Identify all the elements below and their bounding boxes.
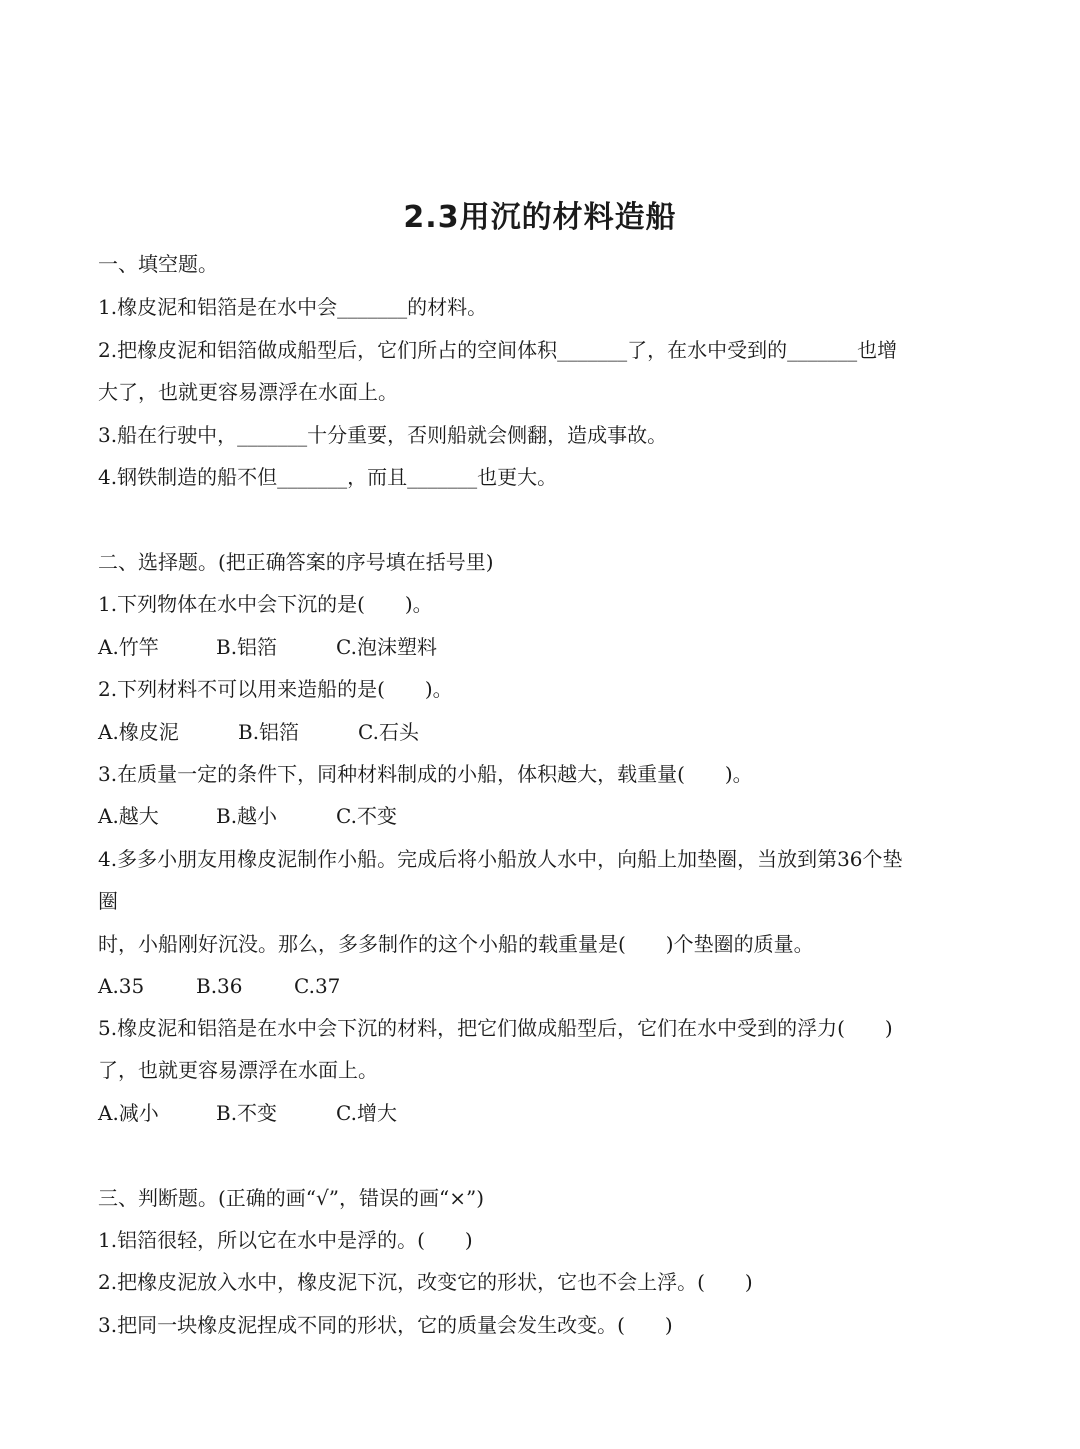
option-a: A.竹竿 <box>98 635 159 659</box>
option-b: B.铝箔 <box>238 720 300 744</box>
judge-question-2: 2.把橡皮泥放入水中，橡皮泥下沉，改变它的形状，它也不会上浮。( ) <box>98 1270 753 1294</box>
option-c: C.石头 <box>358 720 419 744</box>
section-heading-choice: 二、选择题。(把正确答案的序号填在括号里) <box>98 550 494 574</box>
option-a: A.橡皮泥 <box>98 720 179 744</box>
choice-question-3: 3.在质量一定的条件下，同种材料制成的小船，体积越大，载重量( )。 <box>98 762 753 786</box>
choice-question-4-line-3: 时，小船刚好沉没。那么，多多制作的这个小船的载重量是( )个垫圈的质量。 <box>98 932 814 956</box>
fill-question-4: 4.钢铁制造的船不但_______，而且_______也更大。 <box>98 465 558 489</box>
option-a: A.减小 <box>98 1101 159 1125</box>
choice-question-4-line-2: 圈 <box>98 889 118 913</box>
option-b: B.越小 <box>216 804 278 828</box>
option-b: B.不变 <box>216 1101 278 1125</box>
section-heading-judge: 三、判断题。(正确的画“√”，错误的画“×”) <box>98 1186 485 1210</box>
fill-question-1: 1.橡皮泥和铝箔是在水中会_______的材料。 <box>98 295 488 319</box>
option-a: A.35 <box>98 974 145 998</box>
choice-question-1: 1.下列物体在水中会下沉的是( )。 <box>98 592 433 616</box>
option-a: A.越大 <box>98 804 159 828</box>
judge-question-1: 1.铝箔很轻，所以它在水中是浮的。( ) <box>98 1228 473 1252</box>
option-c: C.增大 <box>336 1101 397 1125</box>
option-c: C.泡沫塑料 <box>336 635 437 659</box>
choice-question-5-line-1: 5.橡皮泥和铝箔是在水中会下沉的材料，把它们做成船型后，它们在水中受到的浮力( ) <box>98 1016 893 1040</box>
option-c: C.不变 <box>336 804 397 828</box>
option-b: B.36 <box>196 974 243 998</box>
page-title: 2.3用沉的材料造船 <box>403 200 677 235</box>
choice-question-5-line-2: 了，也就更容易漂浮在水面上。 <box>98 1058 378 1082</box>
judge-question-3: 3.把同一块橡皮泥捏成不同的形状，它的质量会发生改变。( ) <box>98 1313 673 1337</box>
fill-question-2-line-1: 2.把橡皮泥和铝箔做成船型后，它们所占的空间体积_______了，在水中受到的_______也增 <box>98 338 898 362</box>
choice-question-4-line-1: 4.多多小朋友用橡皮泥制作小船。完成后将小船放人水中，向船上加垫圈，当放到第36个垫 <box>98 847 903 871</box>
option-b: B.铝箔 <box>216 635 278 659</box>
choice-question-2: 2.下列材料不可以用来造船的是( )。 <box>98 677 453 701</box>
section-heading-fill: 一、填空题。 <box>98 252 218 276</box>
option-c: C.37 <box>294 974 341 998</box>
fill-question-2-line-2: 大了，也就更容易漂浮在水面上。 <box>98 380 398 404</box>
fill-question-3: 3.船在行驶中，_______十分重要，否则船就会侧翻，造成事故。 <box>98 423 668 447</box>
